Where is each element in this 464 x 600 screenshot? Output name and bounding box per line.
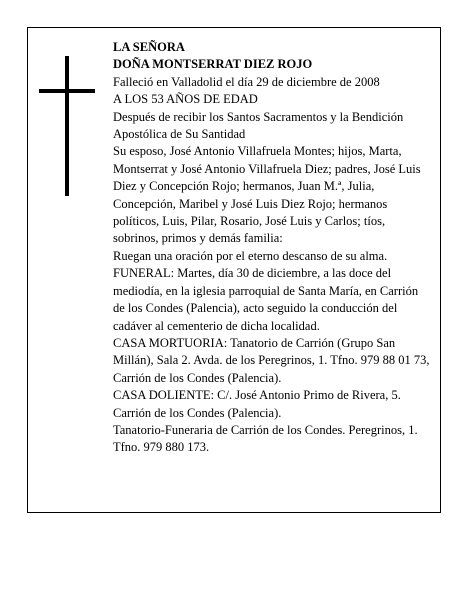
age-line: A LOS 53 AÑOS DE EDAD: [113, 92, 258, 107]
casa-mortuoria-paragraph: CASA MORTUORIA: Tanatorio de Carrión (Grupo San Millán), Sala 2. Avda. de los Peregrinos, 1. Tfno. 979 88 01 73, Carrión de los Condes (Palencia).: [113, 335, 430, 385]
notice-text: [113, 39, 431, 457]
cross-horizontal-bar: [39, 89, 95, 93]
family-paragraph: Su esposo, José Antonio Villafruela Montes; hijos, Marta, Montserrat y José Antonio Villafruela Diez; padres, José Luis Diez y Concepción Rojo; hermanos, Juan M.ª, Julia, Concepción, Maribel y José Luis Diez Rojo; hermanos políticos, Luis, Pilar, Rosario, José Luis y Carlos; tíos, sobrinos, primos y demás familia:: [113, 144, 421, 246]
cross-vertical-bar: [65, 56, 69, 196]
funeraria-paragraph: Tanatorio-Funeraria de Carrión de los Condes. Peregrinos, 1. Tfno. 979 880 173.: [113, 422, 418, 455]
prayer-paragraph: Ruegan una oración por el eterno descanso de su alma.: [113, 248, 388, 263]
funeral-paragraph: FUNERAL: Martes, día 30 de diciembre, a las doce del mediodía, en la iglesia parroquial de Santa María, en Carrión de los Condes (Palencia), acto seguido la conducción del cadáver al cementerio de dicha localidad.: [113, 266, 419, 333]
sacraments-paragraph: Después de recibir los Santos Sacramentos y la Bendición Apostólica de Su Santidad: [113, 109, 404, 142]
cross-icon: [39, 56, 95, 196]
casa-doliente-paragraph: CASA DOLIENTE: C/. José Antonio Primo de Rivera, 5. Carrión de los Condes (Palencia).: [113, 388, 401, 420]
death-line: Falleció en Valladolid el día 29 de diciembre de 2008: [113, 74, 380, 89]
deceased-name: DOÑA MONTSERRAT DIEZ ROJO: [113, 57, 313, 72]
notice-title: LA SEÑORA: [113, 40, 185, 54]
